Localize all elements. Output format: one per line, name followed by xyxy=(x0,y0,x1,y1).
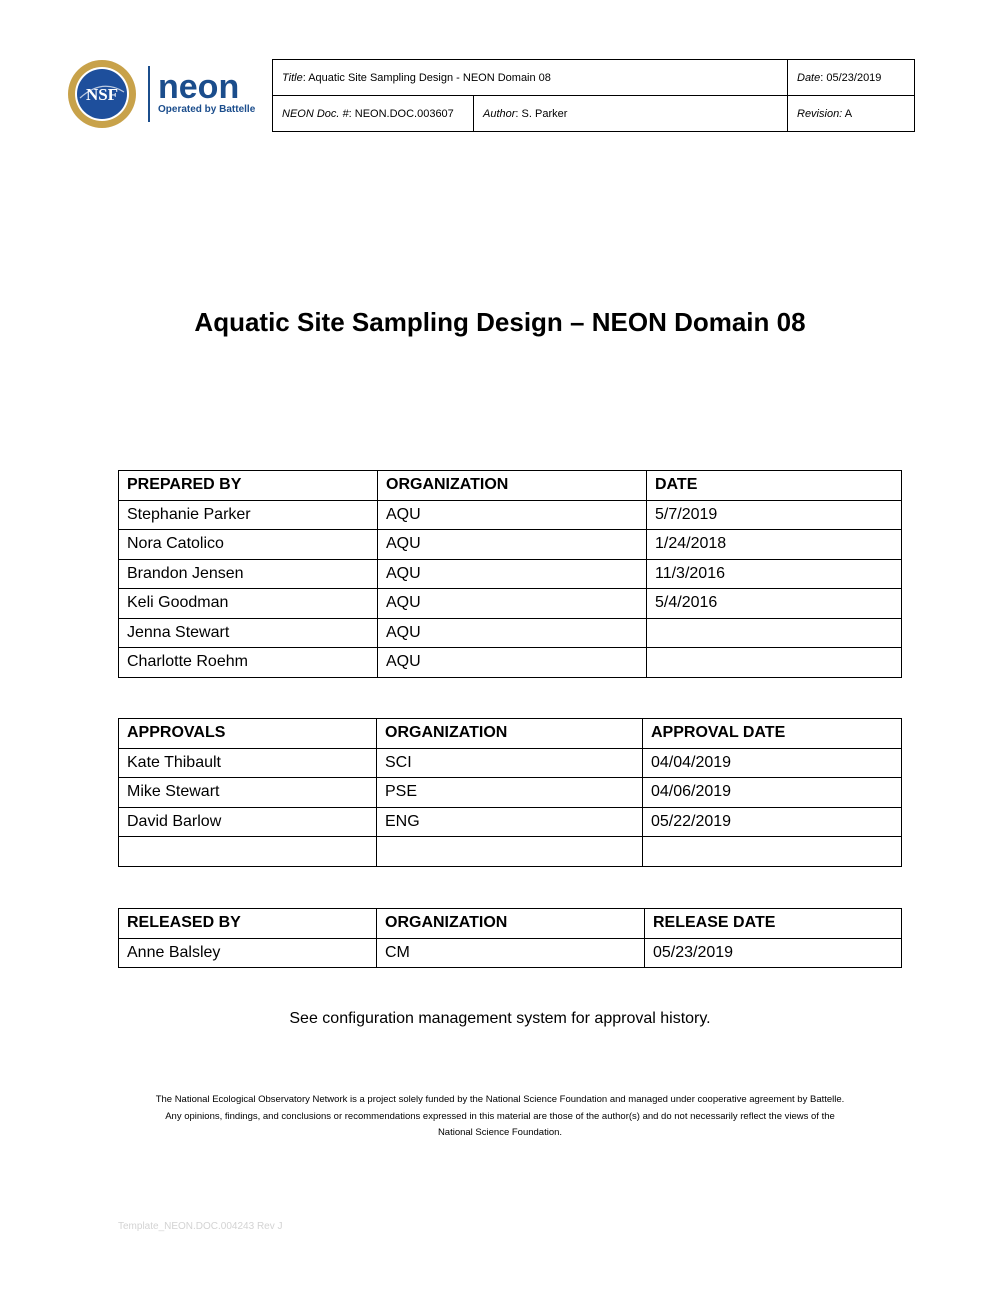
table-cell: Stephanie Parker xyxy=(119,500,378,530)
table-cell: SCI xyxy=(377,748,643,778)
table-row xyxy=(119,500,902,530)
table-row xyxy=(119,778,902,808)
table-row xyxy=(119,807,902,837)
nsf-seal-text: NSF xyxy=(85,85,119,104)
table-cell: CM xyxy=(377,938,645,968)
table-cell: 04/04/2019 xyxy=(643,748,902,778)
column-header: DATE xyxy=(647,471,902,501)
table-cell xyxy=(647,648,902,678)
table-cell xyxy=(643,837,902,867)
table-cell xyxy=(119,837,377,867)
header-revision-cell: Revision: A xyxy=(788,96,915,132)
table-cell: 05/22/2019 xyxy=(643,807,902,837)
table-row xyxy=(119,559,902,589)
table-header-row xyxy=(119,909,902,939)
disclaimer-line: The National Ecological Observatory Network is a project solely funded by the National Science Foundation and managed under cooperative agreement by Battelle. xyxy=(155,1094,845,1105)
table-cell: AQU xyxy=(378,530,647,560)
document-title: Aquatic Site Sampling Design – NEON Domain 08 xyxy=(194,307,806,337)
column-header: RELEASED BY xyxy=(119,909,377,939)
table-row xyxy=(119,530,902,560)
template-id: Template_NEON.DOC.004243 Rev J xyxy=(118,1221,283,1232)
table-cell: Kate Thibault xyxy=(119,748,377,778)
table-cell: Anne Balsley xyxy=(119,938,377,968)
document-header-table xyxy=(272,59,915,132)
column-header: ORGANIZATION xyxy=(377,719,643,749)
table-cell: 5/4/2016 xyxy=(647,589,902,619)
neon-wordmark: neon xyxy=(158,68,240,106)
approvals-table xyxy=(118,718,902,867)
column-header: RELEASE DATE xyxy=(645,909,902,939)
disclaimer-line: National Science Foundation. xyxy=(437,1127,563,1138)
column-header: APPROVALS xyxy=(119,719,377,749)
table-cell: Nora Catolico xyxy=(119,530,378,560)
table-cell: 04/06/2019 xyxy=(643,778,902,808)
header-title-cell: Title: Aquatic Site Sampling Design - NEON Domain 08 xyxy=(273,60,788,96)
table-cell: AQU xyxy=(378,589,647,619)
table-cell: Jenna Stewart xyxy=(119,618,378,648)
table-cell: David Barlow xyxy=(119,807,377,837)
table-cell: Charlotte Roehm xyxy=(119,648,378,678)
disclaimer-line: Any opinions, findings, and conclusions or recommendations expressed in this material are those of the author(s) and do not necessarily reflect the views of the xyxy=(165,1110,835,1122)
table-cell: Mike Stewart xyxy=(119,778,377,808)
table-cell: AQU xyxy=(378,559,647,589)
table-row xyxy=(119,648,902,678)
table-cell: AQU xyxy=(378,618,647,648)
table-row xyxy=(119,938,902,968)
header-logo xyxy=(66,58,256,130)
table-cell: Brandon Jensen xyxy=(119,559,378,589)
table-cell: PSE xyxy=(377,778,643,808)
column-header: PREPARED BY xyxy=(119,471,378,501)
table-cell: ENG xyxy=(377,807,643,837)
prepared-by-table xyxy=(118,470,902,678)
column-header: APPROVAL DATE xyxy=(643,719,902,749)
column-header: ORGANIZATION xyxy=(377,909,645,939)
table-cell xyxy=(647,618,902,648)
logo-divider xyxy=(148,66,150,122)
table-cell: 1/24/2018 xyxy=(647,530,902,560)
nsf-seal-icon xyxy=(68,60,136,128)
table-cell: 11/3/2016 xyxy=(647,559,902,589)
column-header: ORGANIZATION xyxy=(378,471,647,501)
table-row xyxy=(119,618,902,648)
table-row xyxy=(119,837,902,867)
table-cell xyxy=(377,837,643,867)
table-cell: 5/7/2019 xyxy=(647,500,902,530)
table-header-row xyxy=(119,471,902,501)
header-docnum-cell: NEON Doc. #: NEON.DOC.003607 xyxy=(273,96,474,132)
released-by-table xyxy=(118,908,902,968)
table-cell: AQU xyxy=(378,500,647,530)
header-author-cell: Author: S. Parker xyxy=(474,96,788,132)
table-cell: 05/23/2019 xyxy=(645,938,902,968)
table-cell: Keli Goodman xyxy=(119,589,378,619)
table-cell: AQU xyxy=(378,648,647,678)
table-row xyxy=(119,748,902,778)
neon-tagline: Operated by Battelle xyxy=(158,104,256,115)
approval-history-note: See configuration management system for approval history. xyxy=(289,1010,711,1027)
table-header-row xyxy=(119,719,902,749)
header-date-cell: Date: 05/23/2019 xyxy=(788,60,915,96)
funding-disclaimer xyxy=(110,1092,890,1142)
table-row xyxy=(119,589,902,619)
